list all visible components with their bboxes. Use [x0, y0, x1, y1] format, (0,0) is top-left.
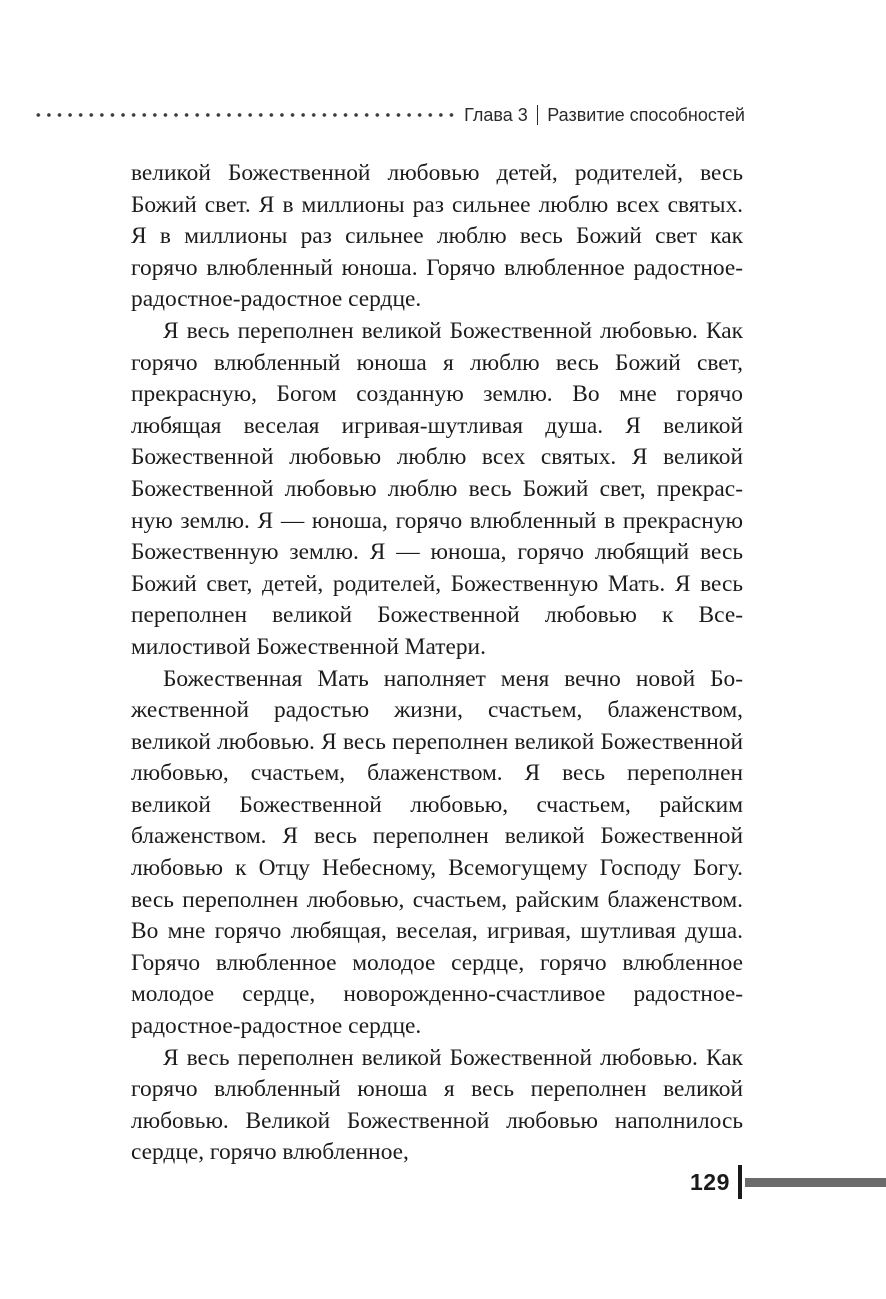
page-number: 129 [690, 1168, 730, 1195]
header-separator [537, 105, 539, 125]
paragraph-1: великой Божественной любовью детей, родителей, весь Божий свет. Я в миллионы раз сильнее люблю всех святых. Я в миллионы раз сильнее люблю весь Божий свет как горячо влюбленный юноша. Горячо влюбленное радостное-радостное-радостное сердце. [131, 160, 743, 313]
paragraph-2: Я весь переполнен великой Божественной любовью. Как горячо влюбленный юноша я люблю весь Божий свет, прекрасную, Богом созданную землю. Во мне горячо любящая веселая игривая-шутливая душа. Я великой Божественной любовью люблю всех святых. Я великой Божественной любовью люблю весь Божий свет, прекрасную землю. Я — юноша, горячо влюбленный в прекрасную Божественную землю. Я — юноша, горячо любящий весь Божий свет, детей, родителей, Божественную Мать. Я весь переполнен великой Божественной любовью к Всемилостивой Божественной Матери. [131, 317, 743, 660]
chapter-label: Глава 3 [464, 104, 528, 125]
folio-rule [738, 1165, 742, 1199]
dot-leader [33, 112, 454, 118]
body-text [131, 158, 743, 1169]
running-head [33, 100, 745, 130]
folio-bar [745, 1178, 886, 1187]
paragraph-3: Божественная Мать наполняет меня вечно новой Божественной радостью жизни, счастьем, блаженством, великой любовью. Я весь переполнен великой Божественной любовью, счастьем, блаженством. Я весь переполнен великой Божественной любовью, счастьем, райским блаженством. Я весь переполнен великой Божественной любовью к Отцу Небесному, Всемогущему Господу Богу. весь переполнен любовью, счастьем, райским блаженством. Во мне горячо любящая, веселая, игривая, шутливая душа. Горячо влюбленное молодое сердце, горячо влюбленное молодое сердце, новорожденно-счастливое радостное-радостное-радостное сердце. [131, 665, 743, 1040]
page-folio [690, 1163, 886, 1201]
chapter-title: Развитие способностей [547, 104, 745, 125]
paragraph-4: Я весь переполнен великой Божественной любовью. Как горячо влюбленный юноша я весь переполнен великой любовью. Великой Божественной любовью наполнилось сердце, горячо влюбленное, [131, 1044, 743, 1166]
